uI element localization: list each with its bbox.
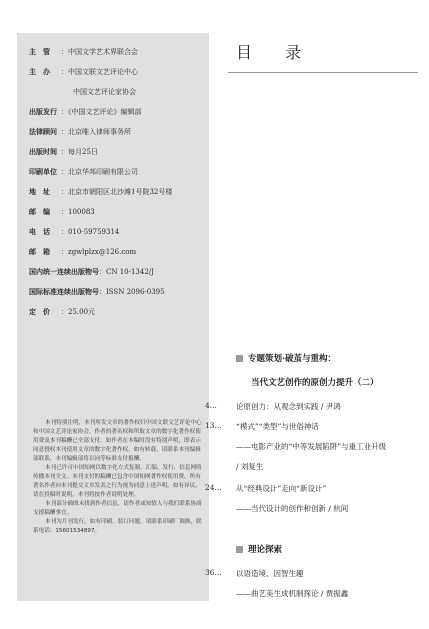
info-row: 电 话 ：010-59759314 <box>29 227 120 236</box>
square-bullet-icon <box>236 546 243 553</box>
info-row: 国际标准连续出版物号：ISSN 2096-0395 <box>29 287 165 296</box>
masthead-panel <box>17 33 209 601</box>
info-row: 中国文艺评论家协会 <box>73 88 136 96</box>
info-row: 出版时间 ：每月25日 <box>29 147 98 156</box>
info-row: 地 址 ：北京市朝阳区北沙滩1号院32号楼 <box>29 187 173 196</box>
toc-entry-title[interactable]: 从“经典设计”走向“新设计” <box>236 484 327 493</box>
info-row: 定 价 ：25.00元 <box>29 307 96 316</box>
page-number: 4... <box>205 401 217 410</box>
statement-paragraph: 本刊特别注明，本刊所发文章的著作权归中国文联文艺评论中心和中国文艺评论家协会，作者的著名权和所取文章的数字化著作权使用费及本刊稿酬已全部支付。如作者在本稿时没有特别声明，即表示同意授权本刊使用文章的数字化著作权。如有转载，请联系本刊编辑部联系，本刊编辑部将以同等标准支付报酬。 <box>33 420 202 462</box>
info-row: 主 办 ：中国文联文艺评论中心 <box>29 67 138 76</box>
section-subheading: 当代文艺创作的原创力提升（二） <box>251 378 379 388</box>
info-row: 邮 箱 ：zgwlplzx@126.com <box>29 247 137 256</box>
section-heading: 专题策划·破茧与重构： <box>236 352 336 364</box>
toc-entry-author: / 刘复生 <box>236 462 264 471</box>
copyright-statement <box>33 419 203 536</box>
statement-paragraph: 本刊部分插图未找到作者信息，请作者或知情人与我们联系协商支援稿酬事宜。 <box>33 501 202 516</box>
info-row: 法律顾问 ：北京唯入律师事务所 <box>29 127 131 136</box>
toc-entry-subtitle: ——曲艺美生成机制探论 / 贾振鑫 <box>236 589 349 598</box>
toc-divider <box>228 72 418 73</box>
info-row: 出版发行 ：《中国文艺评论》编辑部 <box>29 107 142 116</box>
toc-title: 目 录 <box>236 43 316 62</box>
info-row: 邮 编 ：100083 <box>29 207 95 216</box>
page-number: 13... <box>205 421 222 430</box>
toc-entry-subtitle: ——电影产业的“中等发展陷阱”与重工业升级 <box>236 442 387 451</box>
info-row: 主 管 ：中国文学艺术界联合会 <box>29 47 138 56</box>
page-number: 36... <box>205 568 222 577</box>
info-row: 国内统一连续出版物号：CN 10-1342/J <box>29 267 154 276</box>
toc-entry-subtitle: ——当代设计的创作和创新 / 杭间 <box>236 504 349 513</box>
toc-entry-title[interactable]: 论原创力：从观念到实践 / 尹鸿 <box>236 402 341 411</box>
page-number: 24... <box>205 483 222 492</box>
toc-entry-title[interactable]: 以语造境、因智生趣 <box>236 569 304 578</box>
toc-entry-title[interactable]: “模式”“类型”与世俗神话 <box>236 422 319 431</box>
info-row: 印刷单位 ：北京华邦印刷有限公司 <box>29 167 138 176</box>
statement-paragraph: 本刊已许可中国知网以数字化方式复制、汇编、发行、信息网络传播本刊全文。本刊支付的稿酬已包含中国知网著作权使用费，所有著名作者向本刊提交文章发表之行为视为同意上述声明。如有异议，请在投稿时说明，本刊将按作者说明处理。 <box>33 465 202 498</box>
square-bullet-icon <box>236 355 243 362</box>
statement-paragraph: 本刊为月刊发行，如有印刷、装订问题，请联系印刷厂调换，联系电话：15601534897。 <box>33 519 202 534</box>
section-heading: 理论探索 <box>236 543 282 555</box>
